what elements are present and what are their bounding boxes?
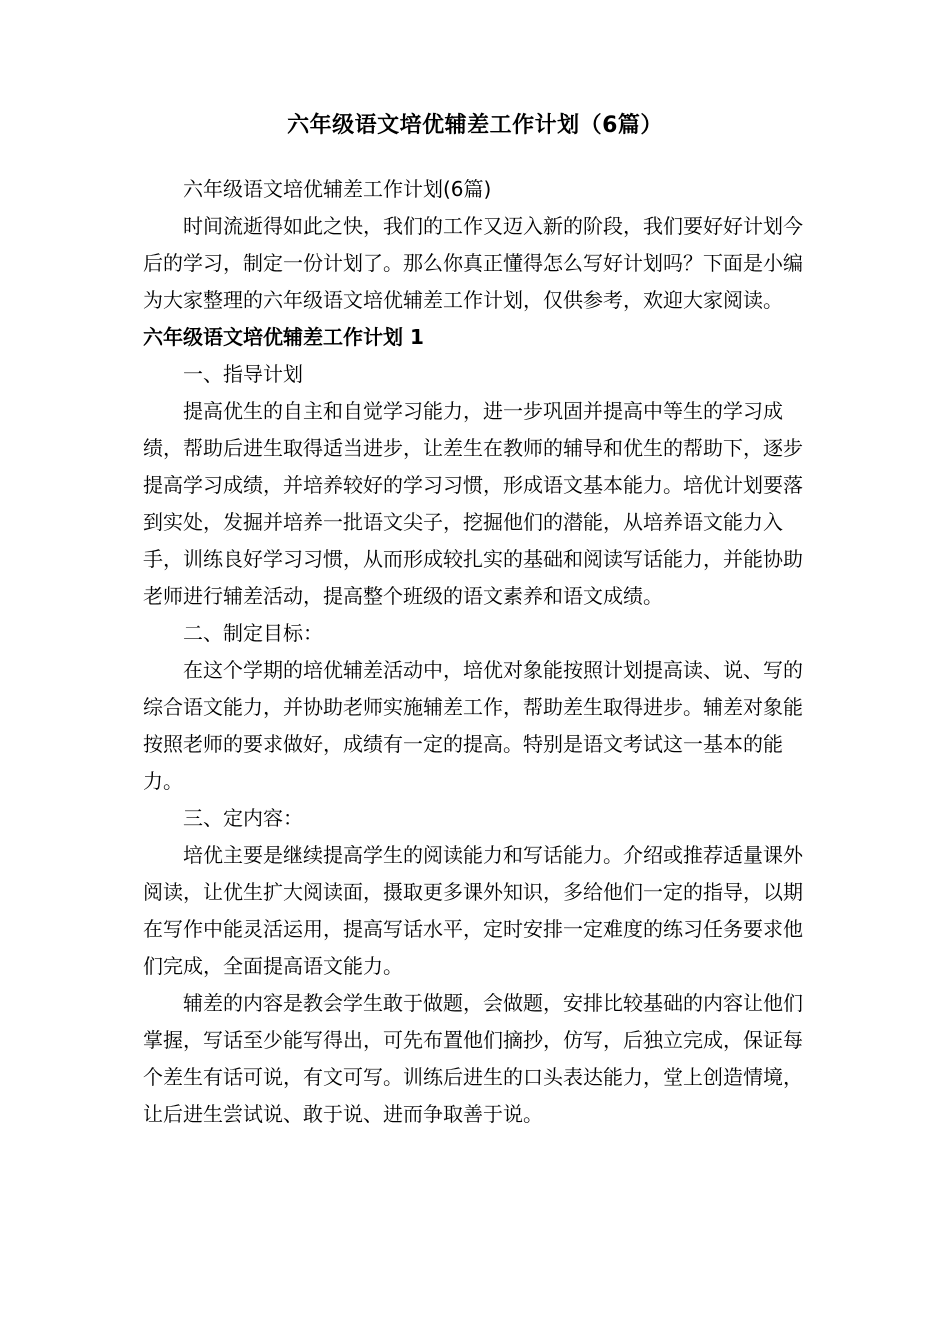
document-subtitle: 六年级语文培优辅差工作计划(6篇) [183,177,492,201]
part3-paragraph-1: 培优主要是继续提高学生的阅读能力和写话能力。介绍或推荐适量课外阅读，让优生扩大阅读面，摄取更多课外知识，多给他们一定的指导，以期在写作中能灵活运用，提高写话水平，定时安排一定难度的练习任务要求他们完成，全面提高语文能力。 [143,843,803,978]
document-title: 六年级语文培优辅差工作计划（6篇） [287,113,663,138]
document-body [143,171,821,1133]
intro-paragraph: 时间流逝得如此之快，我们的工作又迈入新的阶段，我们要好好计划今后的学习，制定一份计划了。那么你真正懂得怎么写好计划吗？下面是小编为大家整理的六年级语文培优辅差工作计划，仅供参考，欢迎大家阅读。 [143,214,803,312]
part1-heading: 一、指导计划 [183,362,303,386]
part1-paragraph: 提高优生的自主和自觉学习能力，进一步巩固并提高中等生的学习成绩，帮助后进生取得适当进步，让差生在教师的辅导和优生的帮助下，逐步提高学习成绩，并培养较好的学习习惯，形成语文基本能力。培优计划要落到实处，发掘并培养一批语文尖子，挖掘他们的潜能，从培养语文能力入手，训练良好学习习惯，从而形成较扎实的基础和阅读写话能力，并能协助老师进行辅差活动，提高整个班级的语文素养和语文成绩。 [143,399,803,608]
part3-heading: 三、定内容： [183,806,303,830]
part3-paragraph-2: 辅差的内容是教会学生敢于做题，会做题，安排比较基础的内容让他们掌握，写话至少能写得出，可先布置他们摘抄，仿写，后独立完成，保证每个差生有话可说，有文可写。训练后进生的口头表达能力，堂上创造情境，让后进生尝试说、敢于说、进而争取善于说。 [143,991,803,1126]
section-heading: 六年级语文培优辅差工作计划 1 [143,325,424,349]
part2-paragraph: 在这个学期的培优辅差活动中，培优对象能按照计划提高读、说、写的综合语文能力，并协助老师实施辅差工作，帮助差生取得进步。辅差对象能按照老师的要求做好，成绩有一定的提高。特别是语文考试这一基本的能力。 [143,658,803,793]
part2-heading: 二、制定目标： [183,621,323,645]
